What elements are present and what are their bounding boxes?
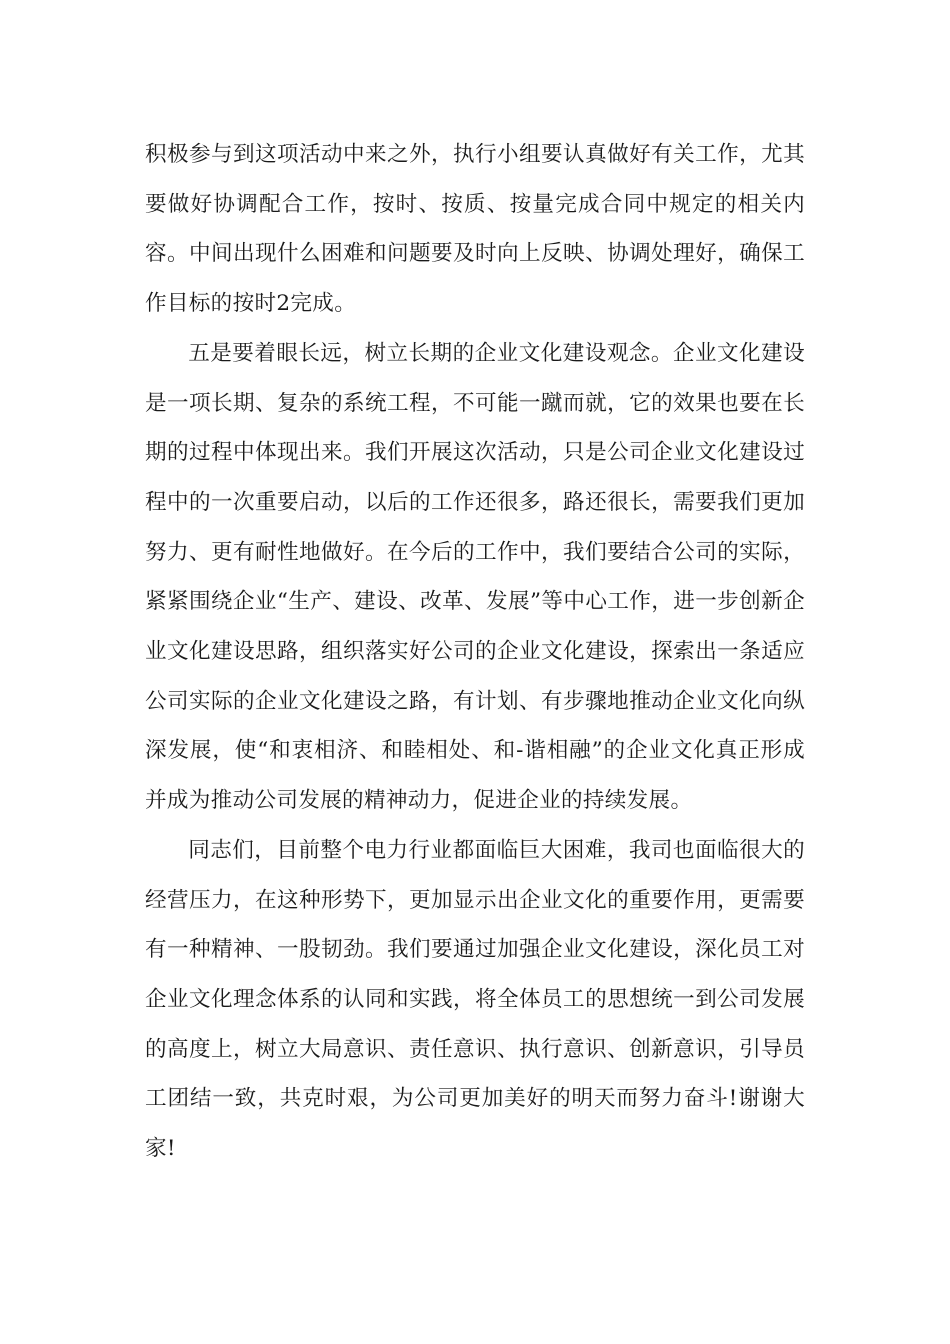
paragraph-continuation: 积极参与到这项活动中来之外，执行小组要认真做好有关工作，尤其要做好协调配合工作，按时、按质、按量完成合同中规定的相关内容。中间出现什么困难和问题要及时向上反映、协调处理好，确保工作目标的按时2完成。 — [145, 142, 805, 317]
document-body — [145, 130, 805, 1174]
paragraph-closing: 同志们，目前整个电力行业都面临巨大困难，我司也面临很大的经营压力，在这种形势下，更加显示出企业文化的重要作用，更需要有一种精神、一股韧劲。我们要通过加强企业文化建设，深化员工对企业文化理念体系的认同和实践，将全体员工的思想统一到公司发展的高度上，树立大局意识、责任意识、执行意识、创新意识，引导员工团结一致，共克时艰，为公司更加美好的明天而努力奋斗!谢谢大家! — [145, 837, 805, 1162]
paragraph-point-five: 五是要着眼长远，树立长期的企业文化建设观念。企业文化建设是一项长期、复杂的系统工程，不可能一蹴而就，它的效果也要在长期的过程中体现出来。我们开展这次活动，只是公司企业文化建设过程中的一次重要启动，以后的工作还很多，路还很长，需要我们更加努力、更有耐性地做好。在今后的工作中，我们要结合公司的实际，紧紧围绕企业“生产、建设、改革、发展”等中心工作，进一步创新企业文化建设思路，组织落实好公司的企业文化建设，探索出一条适应公司实际的企业文化建设之路，有计划、有步骤地推动企业文化向纵深发展，使“和衷相济、和睦相处、和-谐相融”的企业文化真正形成并成为推动公司发展的精神动力，促进企业的持续发展。 — [145, 340, 805, 814]
